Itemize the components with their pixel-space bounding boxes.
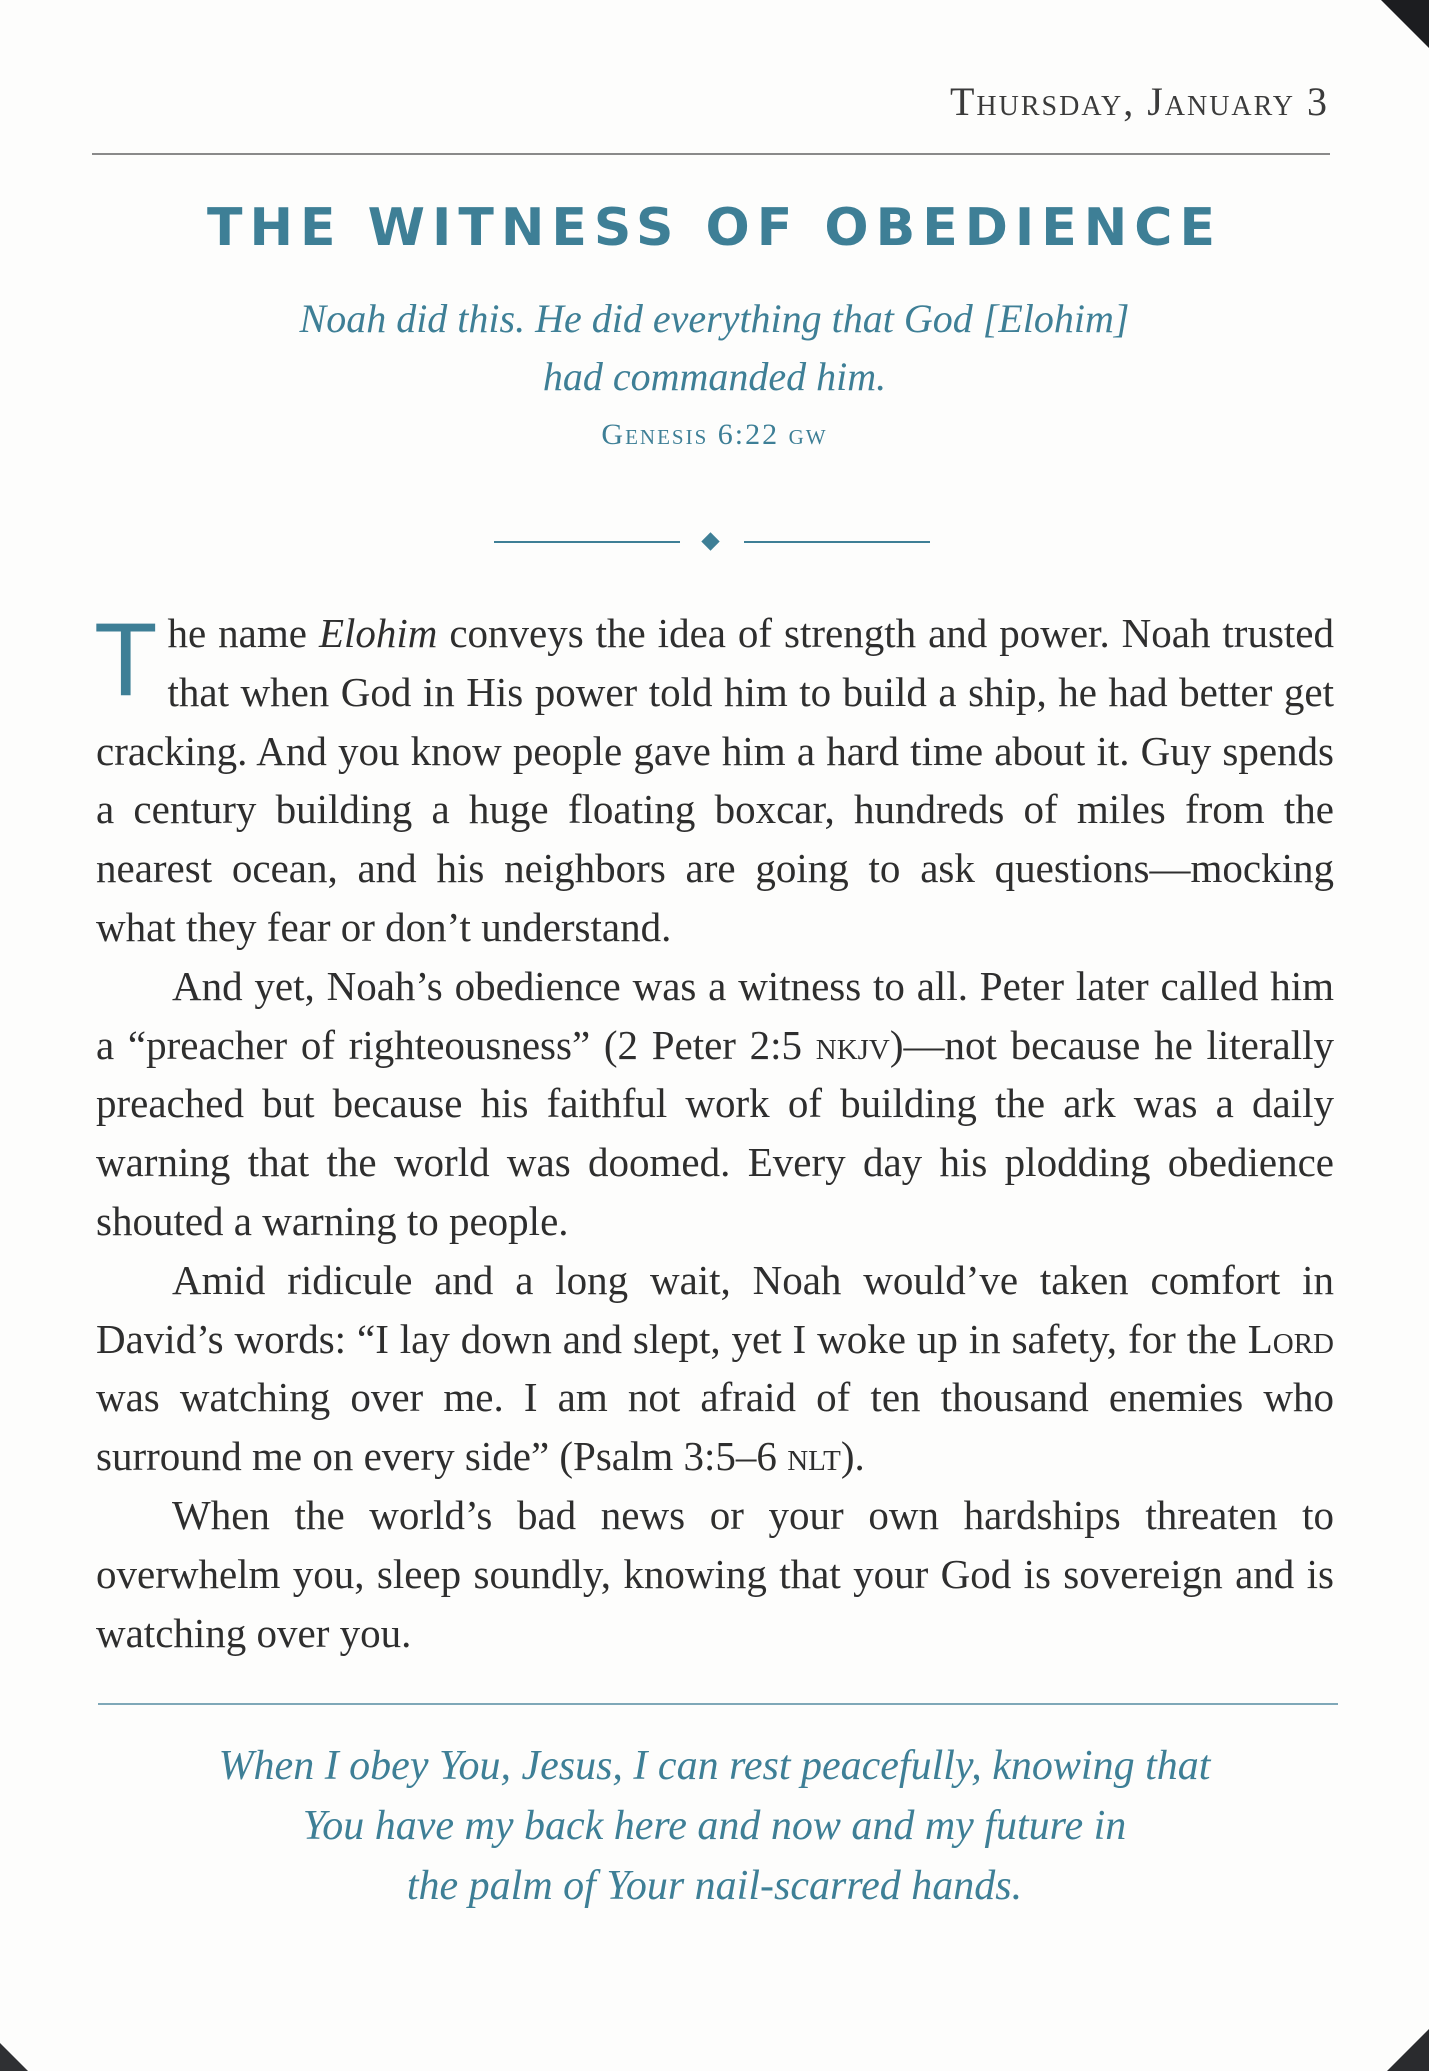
paragraph-1-text-a: he name — [167, 610, 319, 656]
scripture-verse — [0, 290, 1429, 406]
footer-rule — [98, 1703, 1338, 1705]
paragraph-3-version: nlt — [787, 1433, 841, 1480]
prayer-line-3: the palm of Your nail-scarred hands. — [406, 1863, 1023, 1909]
closing-prayer — [0, 1736, 1429, 1916]
verse-reference: Genesis 6:22 gw — [601, 418, 828, 451]
paragraph-2 — [96, 957, 1334, 1251]
prayer-line-1: When I obey You, Jesus, I can rest peacefully, knowing that — [218, 1743, 1211, 1789]
ornamental-divider — [494, 532, 930, 552]
verse-line-1: Noah did this. He did everything that God [Elohim] — [299, 296, 1130, 341]
paragraph-3-lord: Lord — [1247, 1315, 1334, 1362]
prayer-line-2: You have my back here and now and my future in — [302, 1803, 1127, 1849]
paragraph-3-text-b: was watching over me. I am not afraid of ten thousand enemies who surround me on every side” (Psalm 3:5–6 — [96, 1374, 1334, 1480]
paragraph-3 — [96, 1251, 1334, 1486]
header-rule — [92, 153, 1330, 155]
paragraph-4: When the world’s bad news or your own hardships threaten to overwhelm you, sleep soundly, knowing that your God is sovereign and is watching over you. — [96, 1491, 1334, 1656]
paragraph-1-emphasis: Elohim — [318, 610, 438, 656]
date-header: Thursday, January 3 — [949, 79, 1329, 124]
paragraph-1 — [96, 604, 1334, 957]
paragraph-3-text-a: Amid ridicule and a long wait, Noah would’ve taken comfort in David’s words: “I lay down and slept, yet I woke up in safety, for the — [96, 1256, 1334, 1362]
divider-line-left — [494, 541, 680, 543]
devotion-body — [96, 604, 1334, 1662]
paragraph-2-version: nkjv — [815, 1021, 890, 1068]
paragraph-2-text-a: And yet, Noah’s obedience was a witness to all. Peter later called him a “preacher of righteousness” (2 Peter 2:5 — [96, 962, 1334, 1068]
page-corner-shadow-bottom — [1387, 2029, 1429, 2071]
devotion-title: THE WITNESS OF OBEDIENCE — [207, 198, 1222, 258]
paragraph-1-text-b: conveys the idea of strength and power. Noah trusted that when God in His power told him to build a ship, he had better get cracking. And you know people gave him a hard time about it. Guy spends a century building a huge floating boxcar, hundreds of miles from the nearest ocean, and his neighbors are going to ask questions—mocking what they fear or don’t understand. — [96, 610, 1335, 950]
drop-cap: T — [94, 602, 158, 718]
divider-line-right — [744, 541, 930, 543]
diamond-ornament-icon — [701, 532, 719, 550]
page-corner-shadow-bottom-left — [0, 2043, 28, 2071]
paragraph-2-text-b: )—not because he literally preached but because his faithful work of building the ark was a daily warning that the world was doomed. Every day his plodding obedience shouted a warning to people. — [96, 1021, 1334, 1244]
paragraph-3-text-c: ). — [840, 1433, 865, 1480]
verse-line-2: had commanded him. — [542, 354, 887, 399]
page-corner-shadow — [1381, 0, 1429, 48]
